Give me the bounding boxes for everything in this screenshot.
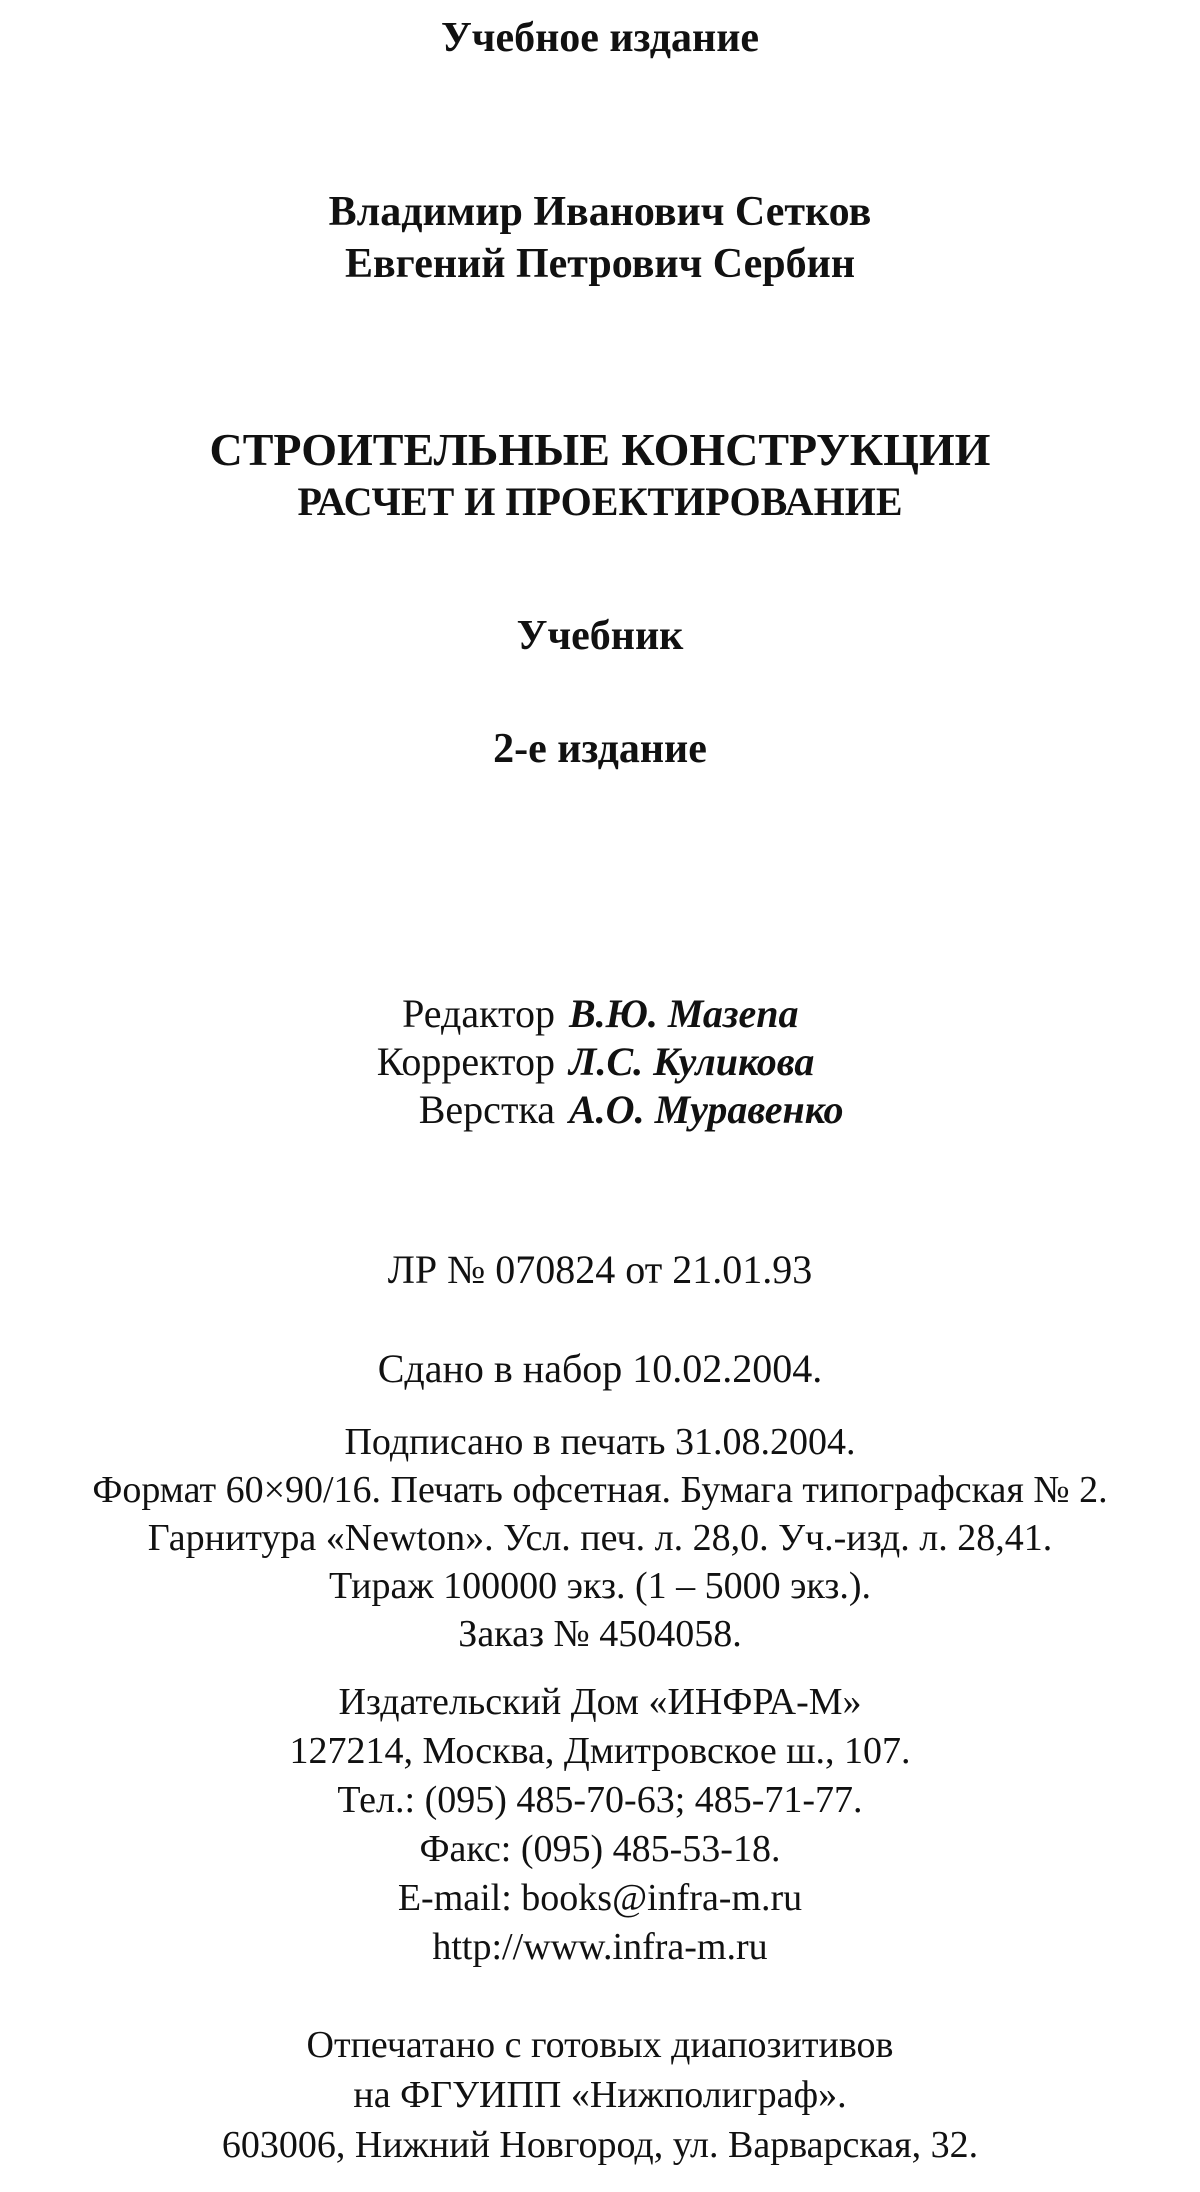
edition-type: Учебное издание (440, 15, 760, 61)
credit-role: Корректор (376, 1039, 555, 1084)
document-type: Учебник (516, 613, 684, 659)
printer-block (0, 2020, 1200, 2170)
credit-row (0, 1086, 1200, 1134)
book-subtitle-line: РАСЧЕТ И ПРОЕКТИРОВАНИЕ (297, 479, 903, 524)
edition-number: 2-е издание (493, 726, 707, 772)
print-info-line: Гарнитура «Newton». Усл. печ. л. 28,0. Уч.-изд. л. 28,41. (147, 1517, 1053, 1559)
credit-row (0, 1038, 1200, 1086)
publisher-address: 127214, Москва, Дмитровское ш., 107. (289, 1730, 911, 1772)
publisher-email: E-mail: books@infra-m.ru (397, 1877, 803, 1919)
print-info-line: Формат 60×90/16. Печать офсетная. Бумага типографская № 2. (92, 1469, 1108, 1511)
print-info-line: Заказ № 4504058. (458, 1613, 742, 1655)
publisher-fax: Факс: (095) 485-53-18. (419, 1828, 781, 1870)
author-name: Евгений Петрович Сербин (344, 241, 856, 287)
typeset-date: Сдано в набор 10.02.2004. (377, 1346, 823, 1391)
credit-name: Л.С. Куликова (569, 1039, 815, 1084)
credit-role: Редактор (402, 991, 555, 1036)
print-info-line: Тираж 100000 экз. (1 – 5000 экз.). (328, 1565, 872, 1607)
authors-block (0, 186, 1200, 290)
publisher-website: http://www.infra-m.ru (432, 1926, 768, 1968)
publisher-phone: Тел.: (095) 485-70-63; 485-71-77. (337, 1779, 863, 1821)
book-title-line: СТРОИТЕЛЬНЫЕ КОНСТРУКЦИИ (209, 424, 991, 475)
credit-name: А.О. Муравенко (569, 1087, 844, 1132)
credits-block (0, 990, 1200, 1134)
print-info-line: Подписано в печать 31.08.2004. (344, 1421, 856, 1463)
credit-row (0, 990, 1200, 1038)
license-number: ЛР № 070824 от 21.01.93 (387, 1247, 813, 1292)
credit-name: В.Ю. Мазепа (569, 991, 799, 1036)
book-title (0, 424, 1200, 528)
printer-line: на ФГУИПП «Нижполиграф». (353, 2074, 847, 2116)
printer-line: Отпечатано с готовых диапозитивов (306, 2024, 894, 2066)
printer-line: 603006, Нижний Новгород, ул. Варварская, 32. (221, 2124, 979, 2166)
author-name: Владимир Иванович Сетков (328, 189, 872, 235)
publisher-name: Издательский Дом «ИНФРА-М» (338, 1681, 862, 1723)
credit-role: Верстка (418, 1087, 555, 1132)
print-info-block (0, 1418, 1200, 1658)
publisher-block (0, 1678, 1200, 1972)
